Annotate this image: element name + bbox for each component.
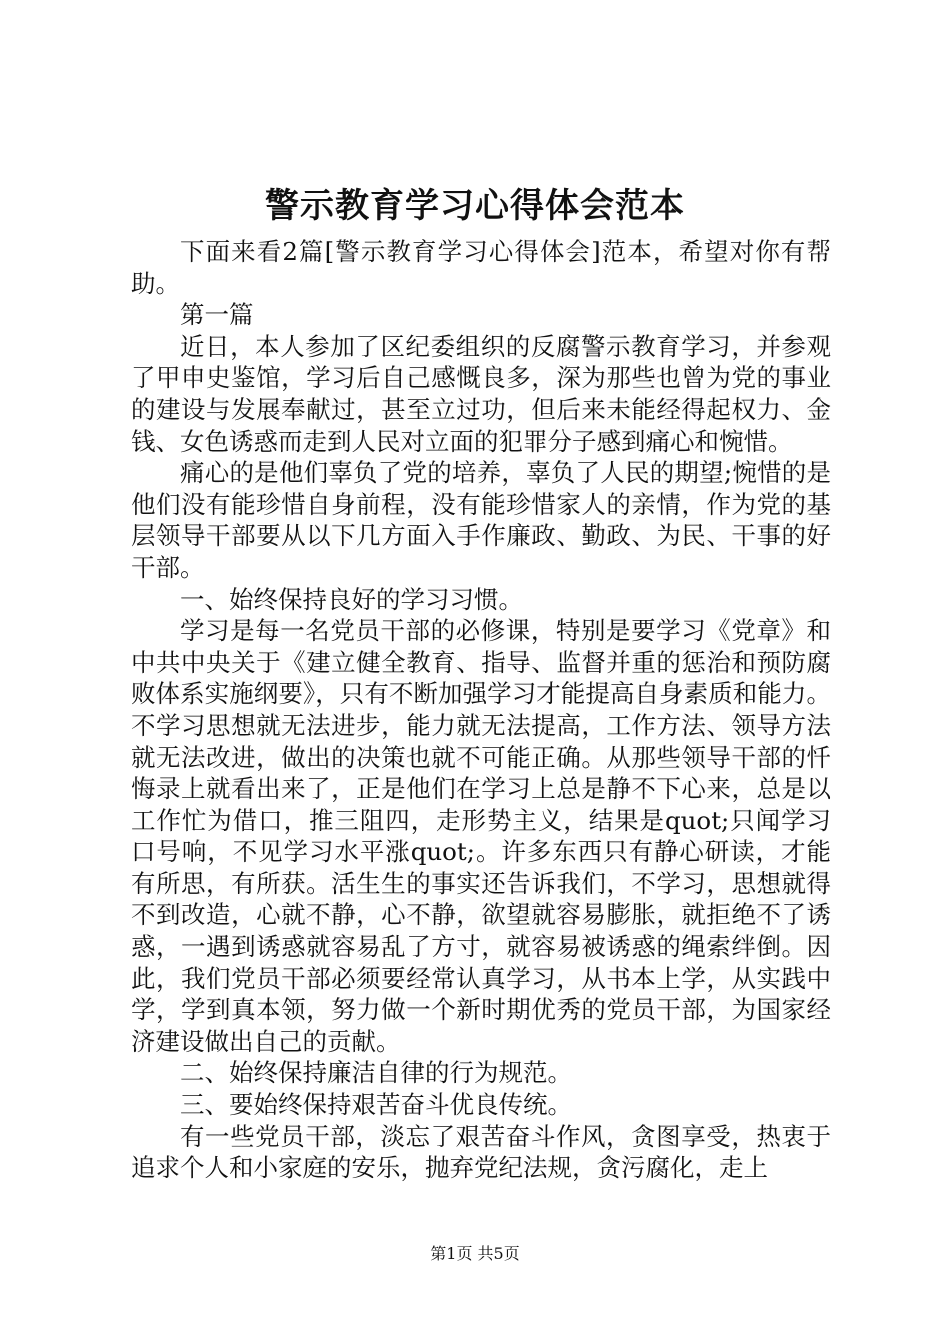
body-paragraph: 学习是每一名党员干部的必修课，特别是要学习《党章》和中共中央关于《建立健全教育、指导、监督并重的惩治和预防腐败体系实施纲要》，只有不断加强学习才能提高自身素质和能力。不学习思想就无法进步，能力就无法提高，工作方法、领导方法就无法改进，做出的决策也就不可能正确。从那些领导干部的忏悔录上就看出来了，正是他们在学习上总是静不下心来，总是以工作忙为借口，推三阻四，走形势主义，结果是quot;只闻学习口号响，不见学习水平涨quot;。许多东西只有静心研读，才能有所思，有所获。活生生的事实还告诉我们，不学习，思想就得不到改造，心就不静，心不静，欲望就容易膨胀，就拒绝不了诱惑，一遇到诱惑就容易乱了方寸，就容易被诱惑的绳索绊倒。因此，我们党员干部必须要经常认真学习，从书本上学，从实践中学，学到真本领，努力做一个新时期优秀的党员干部，为国家经济建设做出自己的贡献。 (131, 616, 831, 1056)
body-paragraph: 有一些党员干部，淡忘了艰苦奋斗作风，贪图享受，热衷于追求个人和小家庭的安乐，抛弃党纪法规，贪污腐化，走上 (131, 1121, 831, 1183)
point-heading-2: 二、始终保持廉洁自律的行为规范。 (180, 1058, 572, 1088)
body-paragraph: 痛心的是他们辜负了党的培养，辜负了人民的期望;惋惜的是他们没有能珍惜自身前程，没有能珍惜家人的亲情，作为党的基层领导干部要从以下几方面入手作廉政、勤政、为民、干事的好干部。 (131, 458, 831, 582)
document-title: 警示教育学习心得体会范本 (265, 186, 685, 226)
point-heading-1: 一、始终保持良好的学习习惯。 (180, 584, 523, 614)
document-body (131, 236, 831, 1184)
body-paragraph: 近日，本人参加了区纪委组织的反腐警示教育学习，并参观了甲申史鉴馆，学习后自己感慨良多，深为那些也曾为党的事业的建设与发展奉献过，甚至立过功，但后来未能经得起权力、金钱、女色诱惑而走到人民对立面的犯罪分子感到痛心和惋惜。 (131, 331, 831, 456)
point-heading-3: 三、要始终保持艰苦奋斗优良传统。 (180, 1090, 572, 1120)
intro-paragraph: 下面来看2篇[警示教育学习心得体会]范本，希望对你有帮助。 (131, 237, 831, 298)
page-footer: 第1页 共5页 (430, 1244, 520, 1263)
section-heading-first: 第一篇 (180, 300, 254, 330)
